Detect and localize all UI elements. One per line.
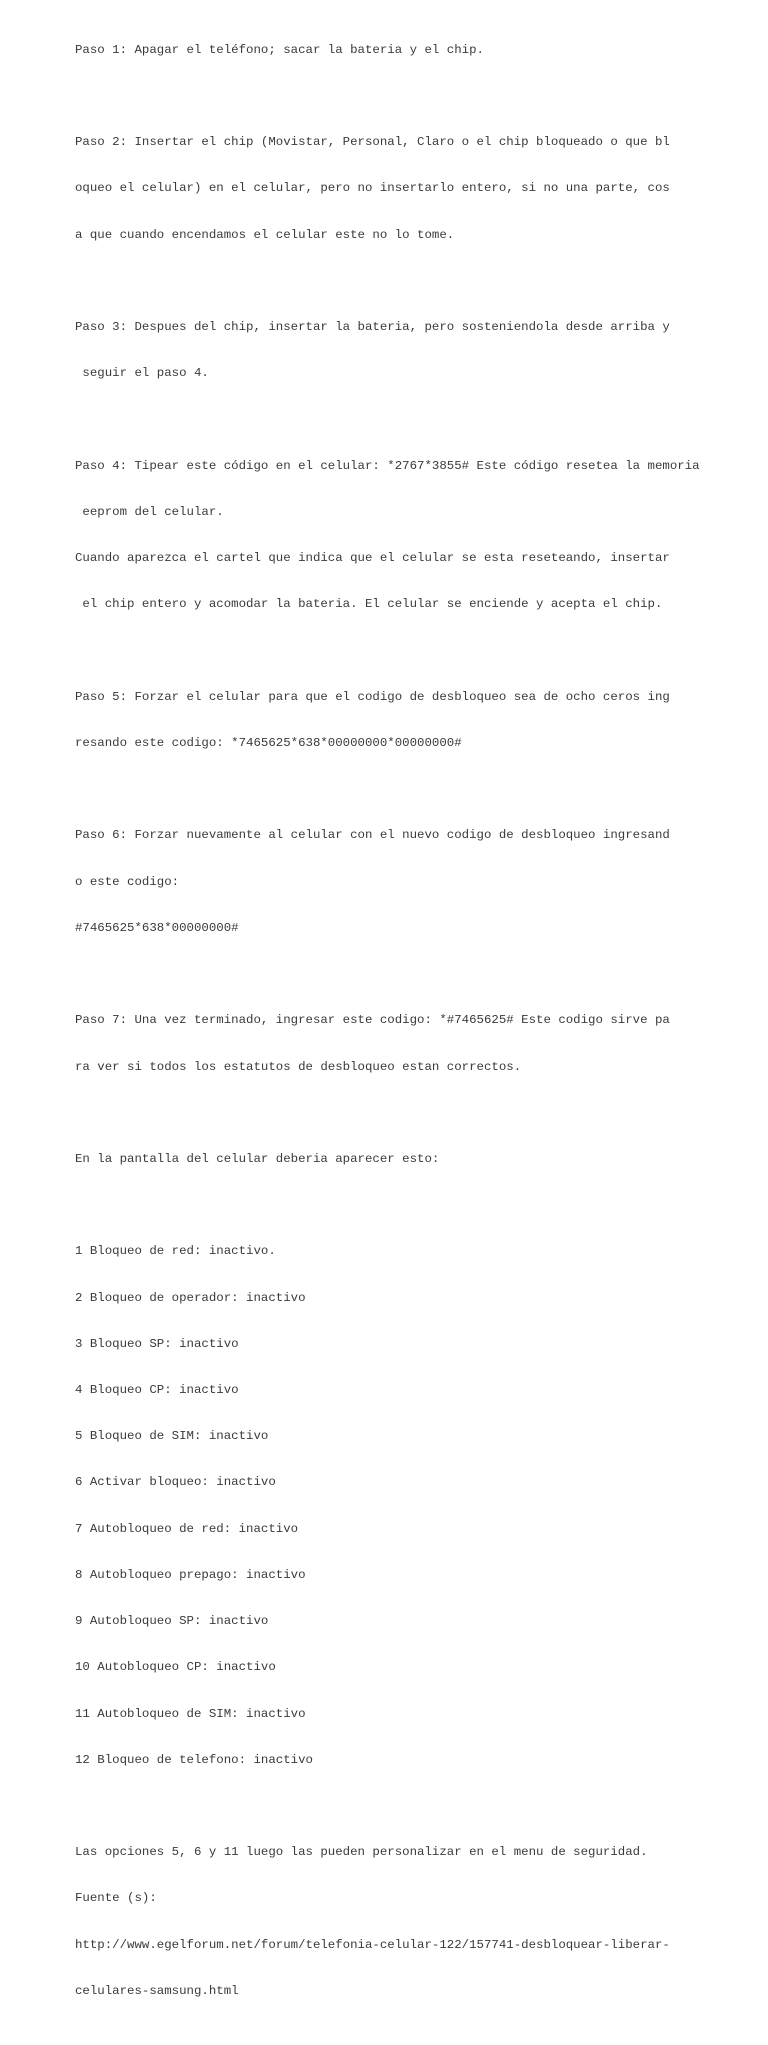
source-url-line: http://www.egelforum.net/forum/telefonia-celular-122/157741-desbloquear-liberar-	[75, 1937, 670, 1952]
text-line: Paso 6: Forzar nuevamente al celular con el nuevo codigo de desbloqueo ingresand	[75, 828, 670, 843]
text-line: Paso 1: Apagar el teléfono; sacar la bateria y el chip.	[75, 42, 484, 57]
text-line: o este codigo:	[75, 874, 180, 889]
paragraph-paso-6	[75, 798, 735, 967]
paragraph-paso-2	[75, 104, 735, 273]
list-item: 1 Bloqueo de red: inactivo.	[75, 1244, 276, 1259]
text-line: resando este codigo: *7465625*638*00000000*00000000#	[75, 736, 462, 751]
text-line: el chip entero y acomodar la bateria. El celular se enciende y acepta el chip.	[75, 597, 663, 612]
document-page	[75, 12, 735, 2045]
paragraph-paso-5	[75, 659, 735, 782]
source-label: Fuente (s):	[75, 1891, 157, 1906]
paragraph-paso-1	[75, 12, 735, 89]
list-item: 8 Autobloqueo prepago: inactivo	[75, 1567, 306, 1582]
text-line: oqueo el celular) en el celular, pero no insertarlo entero, si no una parte, cos	[75, 181, 670, 196]
text-line: Paso 3: Despues del chip, insertar la bateria, pero sosteniendola desde arriba y	[75, 320, 670, 335]
text-line: Las opciones 5, 6 y 11 luego las pueden personalizar en el menu de seguridad.	[75, 1845, 648, 1860]
paragraph-closing-source	[75, 1814, 735, 2030]
list-item: 9 Autobloqueo SP: inactivo	[75, 1614, 269, 1629]
paragraph-paso-7	[75, 983, 735, 1106]
list-item: 5 Bloqueo de SIM: inactivo	[75, 1429, 269, 1444]
text-line: Paso 7: Una vez terminado, ingresar este codigo: *#7465625# Este codigo sirve pa	[75, 1013, 670, 1028]
paragraph-paso-3	[75, 289, 735, 412]
text-line: seguir el paso 4.	[75, 366, 209, 381]
list-item: 3 Bloqueo SP: inactivo	[75, 1336, 239, 1351]
list-item: 2 Bloqueo de operador: inactivo	[75, 1290, 306, 1305]
text-line: #7465625*638*00000000#	[75, 920, 239, 935]
paragraph-intro-list	[75, 1121, 735, 1198]
source-url-line: celulares-samsung.html	[75, 1983, 239, 1998]
status-list	[75, 1214, 735, 1799]
text-line: Paso 5: Forzar el celular para que el codigo de desbloqueo sea de ocho ceros ing	[75, 689, 670, 704]
list-item: 10 Autobloqueo CP: inactivo	[75, 1660, 276, 1675]
list-item: 4 Bloqueo CP: inactivo	[75, 1383, 239, 1398]
text-line: Paso 4: Tipear este código en el celular: *2767*3855# Este código resetea la memoria	[75, 458, 700, 473]
text-line: En la pantalla del celular deberia aparecer esto:	[75, 1151, 440, 1166]
text-line: Cuando aparezca el cartel que indica que el celular se esta reseteando, insertar	[75, 551, 670, 566]
text-line: a que cuando encendamos el celular este no lo tome.	[75, 227, 455, 242]
text-line: ra ver si todos los estatutos de desbloqueo estan correctos.	[75, 1059, 522, 1074]
text-line: eeprom del celular.	[75, 504, 224, 519]
text-line: Paso 2: Insertar el chip (Movistar, Personal, Claro o el chip bloqueado o que bl	[75, 135, 670, 150]
list-item: 11 Autobloqueo de SIM: inactivo	[75, 1706, 306, 1721]
list-item: 12 Bloqueo de telefono: inactivo	[75, 1752, 313, 1767]
paragraph-paso-4	[75, 428, 735, 644]
list-item: 7 Autobloqueo de red: inactivo	[75, 1521, 299, 1536]
list-item: 6 Activar bloqueo: inactivo	[75, 1475, 276, 1490]
